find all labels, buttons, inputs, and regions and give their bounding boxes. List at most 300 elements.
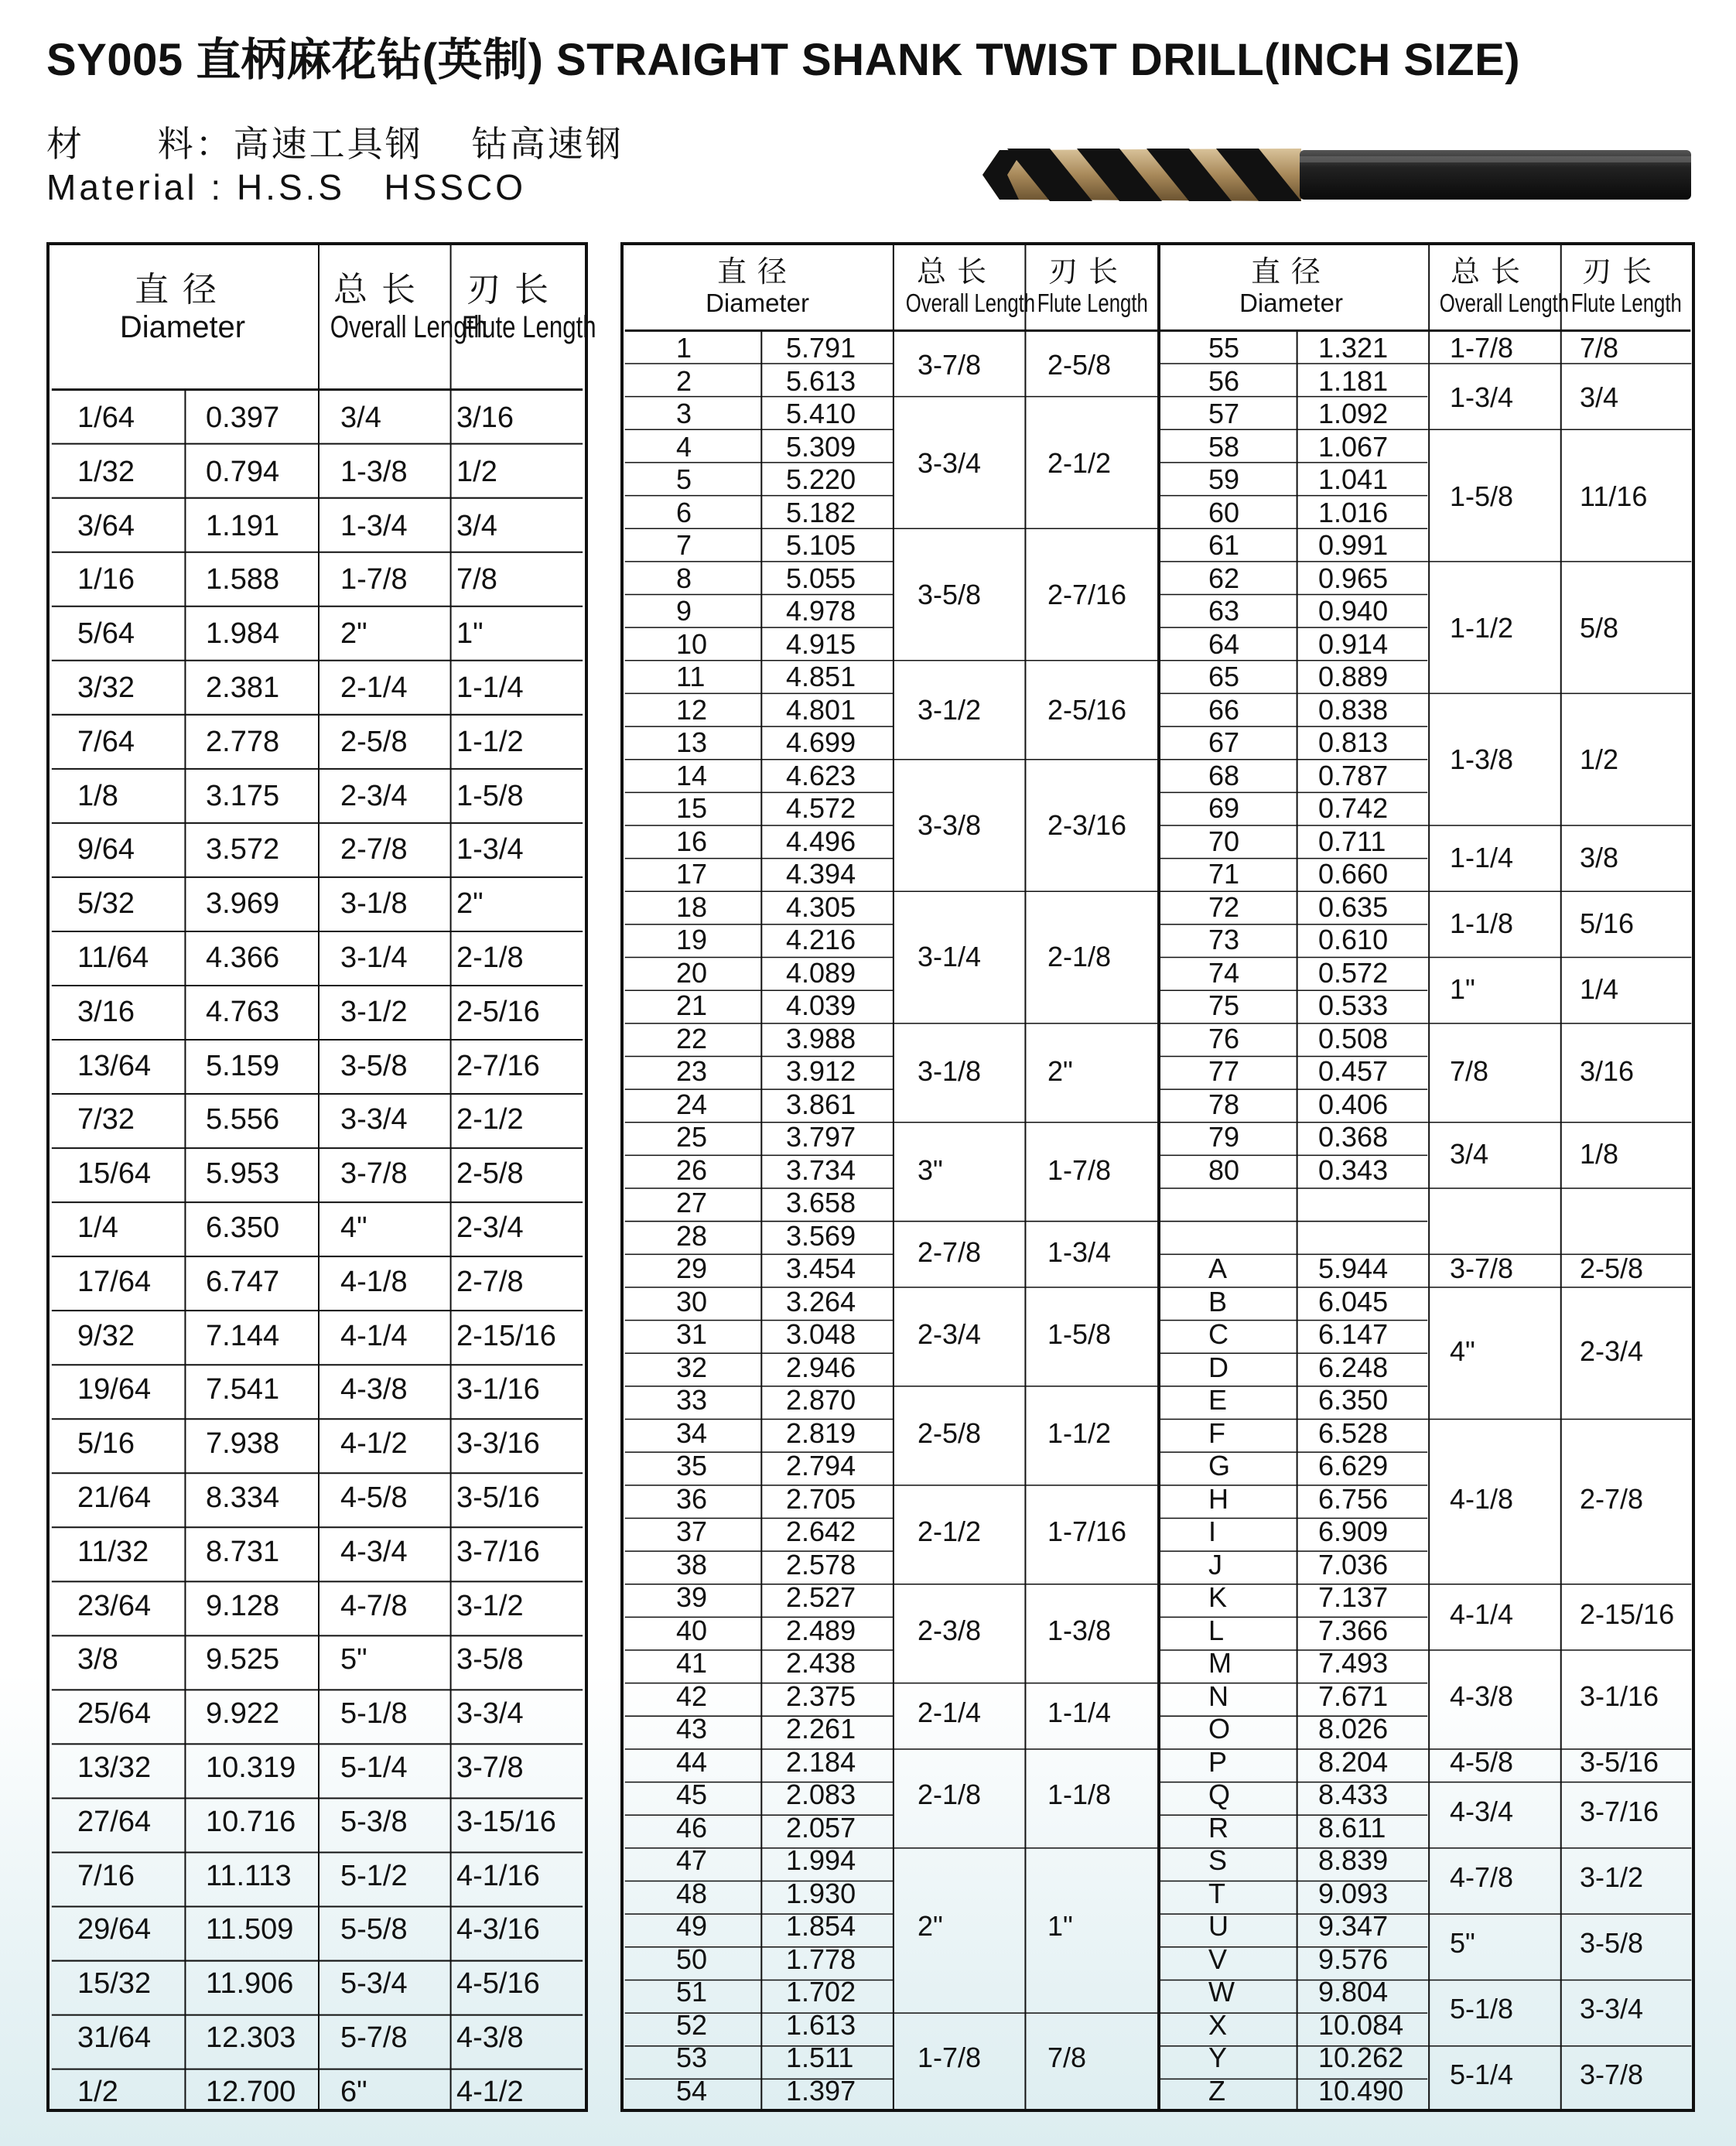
drill-mm: 6.528 xyxy=(1318,1416,1389,1449)
frac-overall: 1-7/8 xyxy=(340,563,408,596)
drill-mm: 3.988 xyxy=(786,1022,856,1054)
drill-number: I xyxy=(1208,1516,1217,1548)
drill-number: 67 xyxy=(1208,726,1240,759)
drill-mm: 1.511 xyxy=(786,2042,854,2074)
drill-mm: 1.930 xyxy=(786,1877,856,1909)
flute-length: 3-5/8 xyxy=(1580,1926,1644,1959)
header-diameter-cn: 直径 xyxy=(135,271,231,309)
frac-flute: 3-3/16 xyxy=(456,1427,540,1461)
flute-length: 2-7/8 xyxy=(1580,1482,1644,1515)
drill-number: G xyxy=(1208,1450,1231,1482)
frac-flute: 7/8 xyxy=(456,563,497,596)
drill-number: 27 xyxy=(676,1187,708,1219)
drill-mm: 2.184 xyxy=(786,1745,856,1778)
drill-mm: 0.508 xyxy=(1318,1022,1389,1054)
frac-mm: 9.922 xyxy=(206,1697,280,1731)
frac-flute: 3-1/2 xyxy=(456,1589,524,1622)
drill-number: S xyxy=(1208,1844,1228,1877)
frac-flute: 4-3/8 xyxy=(456,2021,524,2054)
frac-size: 5/32 xyxy=(77,887,135,921)
drill-number: 44 xyxy=(676,1745,708,1778)
frac-overall: 2-7/8 xyxy=(340,833,408,866)
flute-length: 3-7/16 xyxy=(1580,1795,1659,1827)
frac-flute: 2-1/8 xyxy=(456,941,524,974)
drill-mm: 3.797 xyxy=(786,1121,856,1153)
header-flute-cn: 刃长 xyxy=(1581,256,1663,289)
drill-number: 20 xyxy=(676,956,708,989)
drill-number: B xyxy=(1208,1285,1228,1317)
flute-length: 2-5/16 xyxy=(1047,693,1127,726)
drill-mm: 2.375 xyxy=(786,1680,856,1712)
drill-mm: 4.801 xyxy=(786,693,856,726)
frac-size: 1/64 xyxy=(77,401,135,434)
drill-number: 9 xyxy=(676,595,692,627)
drill-number: 7 xyxy=(676,529,692,562)
drill-mm: 0.787 xyxy=(1318,759,1389,791)
drill-number: 15 xyxy=(676,792,708,825)
page-title: SY005 直柄麻花钻(英制) STRAIGHT SHANK TWIST DRILL(INCH SIZE) xyxy=(46,35,1521,85)
drill-mm: 10.084 xyxy=(1318,2008,1404,2041)
drill-mm: 4.394 xyxy=(786,858,856,890)
drill-number: 54 xyxy=(676,2074,708,2107)
frac-overall: 4-7/8 xyxy=(340,1589,408,1622)
drill-number: 77 xyxy=(1208,1055,1240,1088)
overall-length: 2-1/8 xyxy=(918,1779,982,1811)
frac-size: 13/32 xyxy=(77,1751,152,1784)
frac-mm: 8.334 xyxy=(206,1481,280,1514)
overall-length: 1-7/8 xyxy=(1450,332,1514,364)
frac-size: 3/8 xyxy=(77,1643,118,1676)
frac-flute: 4-1/2 xyxy=(456,2075,524,2108)
drill-mm: 6.756 xyxy=(1318,1482,1389,1515)
drill-number: 33 xyxy=(676,1384,708,1416)
drill-mm: 6.147 xyxy=(1318,1318,1389,1351)
frac-mm: 12.303 xyxy=(206,2021,296,2054)
material-cn: 材 料：高速工具钢 钴高速钢 xyxy=(46,124,624,164)
overall-length: 4-3/8 xyxy=(1450,1680,1514,1712)
frac-mm: 10.319 xyxy=(206,1751,296,1784)
drill-number: L xyxy=(1208,1614,1225,1646)
frac-mm: 6.747 xyxy=(206,1265,280,1298)
drill-mm: 6.248 xyxy=(1318,1351,1389,1383)
header-overall-cn: 总长 xyxy=(333,271,429,309)
drill-mm: 5.309 xyxy=(786,430,856,463)
drill-mm: 6.045 xyxy=(1318,1285,1389,1317)
frac-mm: 11.509 xyxy=(206,1913,294,1946)
frac-mm: 9.525 xyxy=(206,1643,280,1676)
drill-number: 73 xyxy=(1208,924,1240,956)
drill-number: 50 xyxy=(676,1943,708,1975)
drill-number: 53 xyxy=(676,2042,708,2074)
frac-flute: 1-5/8 xyxy=(456,779,524,812)
frac-size: 3/32 xyxy=(77,671,135,704)
frac-flute: 4-5/16 xyxy=(456,1967,540,2001)
drill-number: 28 xyxy=(676,1219,708,1252)
frac-overall: 4-5/8 xyxy=(340,1481,408,1514)
frac-overall: 5-1/2 xyxy=(340,1859,408,1892)
frac-overall: 4-1/4 xyxy=(340,1319,408,1352)
frac-size: 5/16 xyxy=(77,1427,135,1461)
frac-mm: 11.113 xyxy=(206,1859,292,1892)
overall-length: 1-3/4 xyxy=(1450,381,1514,413)
flute-length: 1-1/2 xyxy=(1047,1416,1112,1449)
overall-length: 3-5/8 xyxy=(918,579,982,610)
drill-number: E xyxy=(1208,1384,1228,1416)
drill-number: 30 xyxy=(676,1285,708,1317)
drill-mm: 10.490 xyxy=(1318,2074,1404,2107)
drill-number: 62 xyxy=(1208,562,1240,594)
frac-mm: 8.731 xyxy=(206,1535,280,1568)
drill-number: F xyxy=(1208,1416,1225,1449)
frac-flute: 3-5/16 xyxy=(456,1481,540,1514)
flute-length: 3/16 xyxy=(1580,1055,1635,1088)
drill-number: A xyxy=(1208,1252,1228,1285)
drill-number: U xyxy=(1208,1910,1229,1943)
drill-mm: 3.658 xyxy=(786,1187,856,1219)
drill-mm: 2.489 xyxy=(786,1614,856,1646)
drill-number: 47 xyxy=(676,1844,708,1877)
drill-mm: 2.527 xyxy=(786,1581,856,1614)
drill-number: 6 xyxy=(676,496,692,528)
drill-number: 5 xyxy=(676,463,692,496)
drill-mm: 2.083 xyxy=(786,1779,856,1811)
drill-number: 40 xyxy=(676,1614,708,1646)
frac-overall: 5-1/4 xyxy=(340,1751,408,1784)
overall-length: 2-1/4 xyxy=(918,1697,982,1728)
header-flute-cn: 刃长 xyxy=(466,271,562,309)
overall-length: 2-3/4 xyxy=(918,1318,982,1351)
header-overall-en: Overall Length xyxy=(905,289,1036,317)
flute-length: 3-7/8 xyxy=(1580,2058,1644,2090)
drill-number: 55 xyxy=(1208,332,1240,364)
drill-mm: 4.216 xyxy=(786,924,856,956)
drill-mm: 1.613 xyxy=(786,2008,856,2041)
drill-mm: 7.036 xyxy=(1318,1548,1389,1580)
twist-drill-image xyxy=(976,139,1696,210)
drill-mm: 2.438 xyxy=(786,1647,856,1680)
frac-flute: 3/16 xyxy=(456,401,514,434)
drill-number: 45 xyxy=(676,1779,708,1811)
drill-mm: 9.576 xyxy=(1318,1943,1389,1975)
drill-mm: 0.610 xyxy=(1318,924,1389,956)
drill-number: 31 xyxy=(676,1318,708,1351)
flute-length: 1-5/8 xyxy=(1047,1318,1112,1351)
flute-length: 2-1/8 xyxy=(1047,940,1112,972)
drill-number: M xyxy=(1208,1647,1232,1680)
flute-length: 2-3/16 xyxy=(1047,808,1127,841)
frac-size: 19/64 xyxy=(77,1373,152,1406)
frac-flute: 3-7/16 xyxy=(456,1535,540,1568)
drill-mm: 9.093 xyxy=(1318,1877,1389,1909)
drill-number: 65 xyxy=(1208,661,1240,693)
drill-mm: 5.791 xyxy=(786,332,856,364)
drill-number: 57 xyxy=(1208,398,1240,430)
frac-mm: 11.906 xyxy=(206,1967,294,2001)
overall-length: 1-1/2 xyxy=(1450,611,1514,644)
frac-size: 1/16 xyxy=(77,563,135,596)
drill-number: 17 xyxy=(676,858,708,890)
drill-number: 1 xyxy=(676,332,692,364)
drill-number: 41 xyxy=(676,1647,708,1680)
drill-mm: 1.016 xyxy=(1318,496,1389,528)
drill-mm: 2.578 xyxy=(786,1548,856,1580)
drill-mm: 9.347 xyxy=(1318,1910,1389,1943)
overall-length: 2-3/8 xyxy=(918,1614,982,1646)
overall-length: 4-1/8 xyxy=(1450,1482,1514,1515)
frac-mm: 2.778 xyxy=(206,725,280,758)
drill-number: X xyxy=(1208,2008,1228,2041)
drill-number: 10 xyxy=(676,627,708,660)
header-overall xyxy=(316,271,487,344)
frac-flute: 2-15/16 xyxy=(456,1319,556,1352)
drill-mm: 0.742 xyxy=(1318,792,1389,825)
header-flute xyxy=(1023,258,1154,316)
header-overall-en: Overall Length xyxy=(330,310,487,344)
flute-length: 1-7/16 xyxy=(1047,1516,1127,1548)
drill-mm: 1.778 xyxy=(786,1943,856,1975)
flute-length: 2-1/2 xyxy=(1047,447,1112,479)
drill-mm: 1.041 xyxy=(1318,463,1389,496)
drill-number: 18 xyxy=(676,890,708,923)
drill-mm: 9.804 xyxy=(1318,1976,1389,2008)
header-diameter-cn: 直径 xyxy=(1250,256,1331,289)
drill-number: 69 xyxy=(1208,792,1240,825)
frac-flute: 3-5/8 xyxy=(456,1643,524,1676)
drill-number: 64 xyxy=(1208,627,1240,660)
drill-mm: 4.496 xyxy=(786,825,856,857)
frac-overall: 4" xyxy=(340,1211,367,1244)
overall-length: 4-5/8 xyxy=(1450,1745,1514,1778)
frac-size: 21/64 xyxy=(77,1481,152,1514)
drill-number: K xyxy=(1208,1581,1228,1614)
frac-size: 3/16 xyxy=(77,995,135,1028)
drill-mm: 5.055 xyxy=(786,562,856,594)
header-flute-2 xyxy=(1557,258,1688,316)
frac-flute: 1" xyxy=(456,617,484,651)
overall-length: 5" xyxy=(1450,1926,1475,1959)
drill-number: 70 xyxy=(1208,825,1240,857)
flute-length: 1-7/8 xyxy=(1047,1153,1112,1186)
drill-number: 37 xyxy=(676,1516,708,1548)
header-overall-en: Overall Length xyxy=(1439,289,1570,317)
drill-mm: 3.264 xyxy=(786,1285,856,1317)
header-overall-2 xyxy=(1425,256,1570,317)
drill-mm: 1.994 xyxy=(786,1844,856,1877)
flute-length: 2-5/8 xyxy=(1047,348,1112,381)
drill-mm: 2.261 xyxy=(786,1713,856,1745)
frac-overall: 4-3/8 xyxy=(340,1373,408,1406)
frac-overall: 4-1/8 xyxy=(340,1265,408,1298)
drill-mm: 7.671 xyxy=(1318,1680,1389,1712)
drill-mm: 1.181 xyxy=(1318,364,1389,397)
frac-mm: 5.953 xyxy=(206,1157,280,1191)
frac-overall: 3/4 xyxy=(340,401,381,434)
frac-overall: 3-5/8 xyxy=(340,1049,408,1082)
drill-mm: 0.914 xyxy=(1318,627,1389,660)
frac-flute: 1-1/4 xyxy=(456,671,524,704)
drill-mm: 3.734 xyxy=(786,1153,856,1186)
frac-mm: 2.381 xyxy=(206,671,280,704)
frac-mm: 9.128 xyxy=(206,1589,280,1622)
frac-size: 31/64 xyxy=(77,2021,152,2054)
drill-number: 60 xyxy=(1208,496,1240,528)
drill-mm: 2.870 xyxy=(786,1384,856,1416)
overall-length: 2" xyxy=(918,1910,943,1943)
frac-mm: 7.541 xyxy=(206,1373,280,1406)
frac-overall: 2-5/8 xyxy=(340,725,408,758)
drill-mm: 0.965 xyxy=(1318,562,1389,594)
drill-mm: 8.839 xyxy=(1318,1844,1389,1877)
drill-number: 75 xyxy=(1208,989,1240,1022)
frac-flute: 3-1/16 xyxy=(456,1373,540,1406)
drill-number: 14 xyxy=(676,759,708,791)
drill-mm: 4.089 xyxy=(786,956,856,989)
drill-number: 43 xyxy=(676,1713,708,1745)
drill-mm: 0.991 xyxy=(1318,529,1389,562)
drill-mm: 3.912 xyxy=(786,1055,856,1088)
drill-number: 61 xyxy=(1208,529,1240,562)
overall-length: 4-1/4 xyxy=(1450,1598,1514,1630)
frac-flute: 1-1/2 xyxy=(456,725,524,758)
flute-length: 2-7/16 xyxy=(1047,579,1127,610)
overall-length: 2-5/8 xyxy=(918,1416,982,1449)
header-diameter-en: Diameter xyxy=(119,310,246,344)
drill-mm: 3.048 xyxy=(786,1318,856,1351)
overall-length: 5-1/4 xyxy=(1450,2058,1514,2090)
drill-number: 59 xyxy=(1208,463,1240,496)
frac-size: 11/32 xyxy=(77,1535,149,1568)
overall-length: 1" xyxy=(1450,973,1475,1005)
frac-flute: 2-7/8 xyxy=(456,1265,524,1298)
drill-number: 25 xyxy=(676,1121,708,1153)
frac-flute: 2-3/4 xyxy=(456,1211,524,1244)
drill-mm: 4.915 xyxy=(786,627,856,660)
frac-size: 5/64 xyxy=(77,617,135,651)
overall-length: 1-7/8 xyxy=(918,2042,982,2074)
frac-mm: 7.938 xyxy=(206,1427,280,1461)
frac-size: 1/32 xyxy=(77,455,135,488)
frac-size: 11/64 xyxy=(77,941,149,974)
drill-mm: 4.623 xyxy=(786,759,856,791)
drill-number: 79 xyxy=(1208,1121,1240,1153)
header-flute-en: Flute Length xyxy=(1570,289,1682,317)
drill-mm: 8.204 xyxy=(1318,1745,1389,1778)
frac-size: 7/64 xyxy=(77,725,135,758)
drill-mm: 10.262 xyxy=(1318,2042,1404,2074)
drill-number: Y xyxy=(1208,2042,1228,2074)
drill-mm: 6.350 xyxy=(1318,1384,1389,1416)
overall-length: 7/8 xyxy=(1450,1055,1489,1088)
frac-size: 1/4 xyxy=(77,1211,118,1244)
frac-mm: 5.159 xyxy=(206,1049,280,1082)
drill-mm: 5.182 xyxy=(786,496,856,528)
frac-flute: 3/4 xyxy=(456,509,497,542)
flute-length: 3/4 xyxy=(1580,381,1619,413)
frac-mm: 6.350 xyxy=(206,1211,280,1244)
drill-mm: 4.039 xyxy=(786,989,856,1022)
frac-overall: 4-1/2 xyxy=(340,1427,408,1461)
drill-number: 32 xyxy=(676,1351,708,1383)
header-overall-cn: 总长 xyxy=(1450,256,1531,289)
overall-length: 2-1/2 xyxy=(918,1516,982,1548)
frac-flute: 2-5/16 xyxy=(456,995,540,1028)
drill-number: 42 xyxy=(676,1680,708,1712)
overall-length: 3-3/4 xyxy=(918,447,982,479)
frac-flute: 2-1/2 xyxy=(456,1103,524,1136)
drill-number: 4 xyxy=(676,430,692,463)
overall-length: 4" xyxy=(1450,1334,1475,1367)
drill-number: D xyxy=(1208,1351,1229,1383)
flute-length: 7/8 xyxy=(1580,332,1619,364)
header-diameter-cn: 直径 xyxy=(716,256,798,289)
drill-mm: 1.321 xyxy=(1318,332,1389,364)
frac-mm: 0.397 xyxy=(206,401,280,434)
header-flute-en: Flute Length xyxy=(462,310,596,344)
drill-mm: 7.366 xyxy=(1318,1614,1389,1646)
drill-mm: 1.092 xyxy=(1318,398,1389,430)
frac-overall: 5-5/8 xyxy=(340,1913,408,1946)
drill-mm: 2.057 xyxy=(786,1811,856,1844)
drill-mm: 1.067 xyxy=(1318,430,1389,463)
drill-mm: 1.854 xyxy=(786,1910,856,1943)
frac-flute: 3-3/4 xyxy=(456,1697,524,1731)
drill-number: Q xyxy=(1208,1779,1231,1811)
drill-number: 46 xyxy=(676,1811,708,1844)
drill-mm: 8.433 xyxy=(1318,1779,1389,1811)
drill-mm: 6.909 xyxy=(1318,1516,1389,1548)
drill-number: 48 xyxy=(676,1877,708,1909)
drill-number: N xyxy=(1208,1680,1229,1712)
drill-number: 52 xyxy=(676,2008,708,2041)
overall-length: 1-5/8 xyxy=(1450,480,1514,512)
flute-length: 1-3/4 xyxy=(1047,1236,1112,1268)
drill-mm: 6.629 xyxy=(1318,1450,1389,1482)
flute-length: 1/2 xyxy=(1580,743,1619,775)
frac-size: 15/32 xyxy=(77,1967,152,2001)
overall-length: 3-1/4 xyxy=(918,940,982,972)
drill-mm: 3.861 xyxy=(786,1088,856,1120)
drill-number: 49 xyxy=(676,1910,708,1943)
drill-mm: 2.794 xyxy=(786,1450,856,1482)
drill-mm: 3.454 xyxy=(786,1252,856,1285)
overall-length: 3/4 xyxy=(1450,1137,1489,1170)
drill-number: 2 xyxy=(676,364,692,397)
drill-mm: 7.137 xyxy=(1318,1581,1389,1614)
drill-number: T xyxy=(1208,1877,1225,1909)
frac-overall: 1-3/8 xyxy=(340,455,408,488)
table-grid xyxy=(624,245,1692,2109)
drill-number: 71 xyxy=(1208,858,1240,890)
number-size-table xyxy=(620,242,1695,2112)
drill-number: 8 xyxy=(676,562,692,594)
frac-overall: 5-3/8 xyxy=(340,1805,408,1838)
drill-mm: 0.940 xyxy=(1318,595,1389,627)
frac-mm: 12.700 xyxy=(206,2075,296,2108)
overall-length: 4-3/4 xyxy=(1450,1795,1514,1827)
frac-mm: 4.763 xyxy=(206,995,280,1028)
drill-mm: 0.572 xyxy=(1318,956,1389,989)
flute-length: 1/8 xyxy=(1580,1137,1619,1170)
header-overall xyxy=(891,256,1036,317)
drill-mm: 5.105 xyxy=(786,529,856,562)
drill-number: 36 xyxy=(676,1482,708,1515)
drill-mm: 3.569 xyxy=(786,1219,856,1252)
drill-number: W xyxy=(1208,1976,1235,2008)
overall-length: 3-1/2 xyxy=(918,693,982,726)
frac-overall: 5-3/4 xyxy=(340,1967,408,2001)
header-diameter-en: Diameter xyxy=(706,289,809,317)
frac-flute: 2-5/8 xyxy=(456,1157,524,1191)
